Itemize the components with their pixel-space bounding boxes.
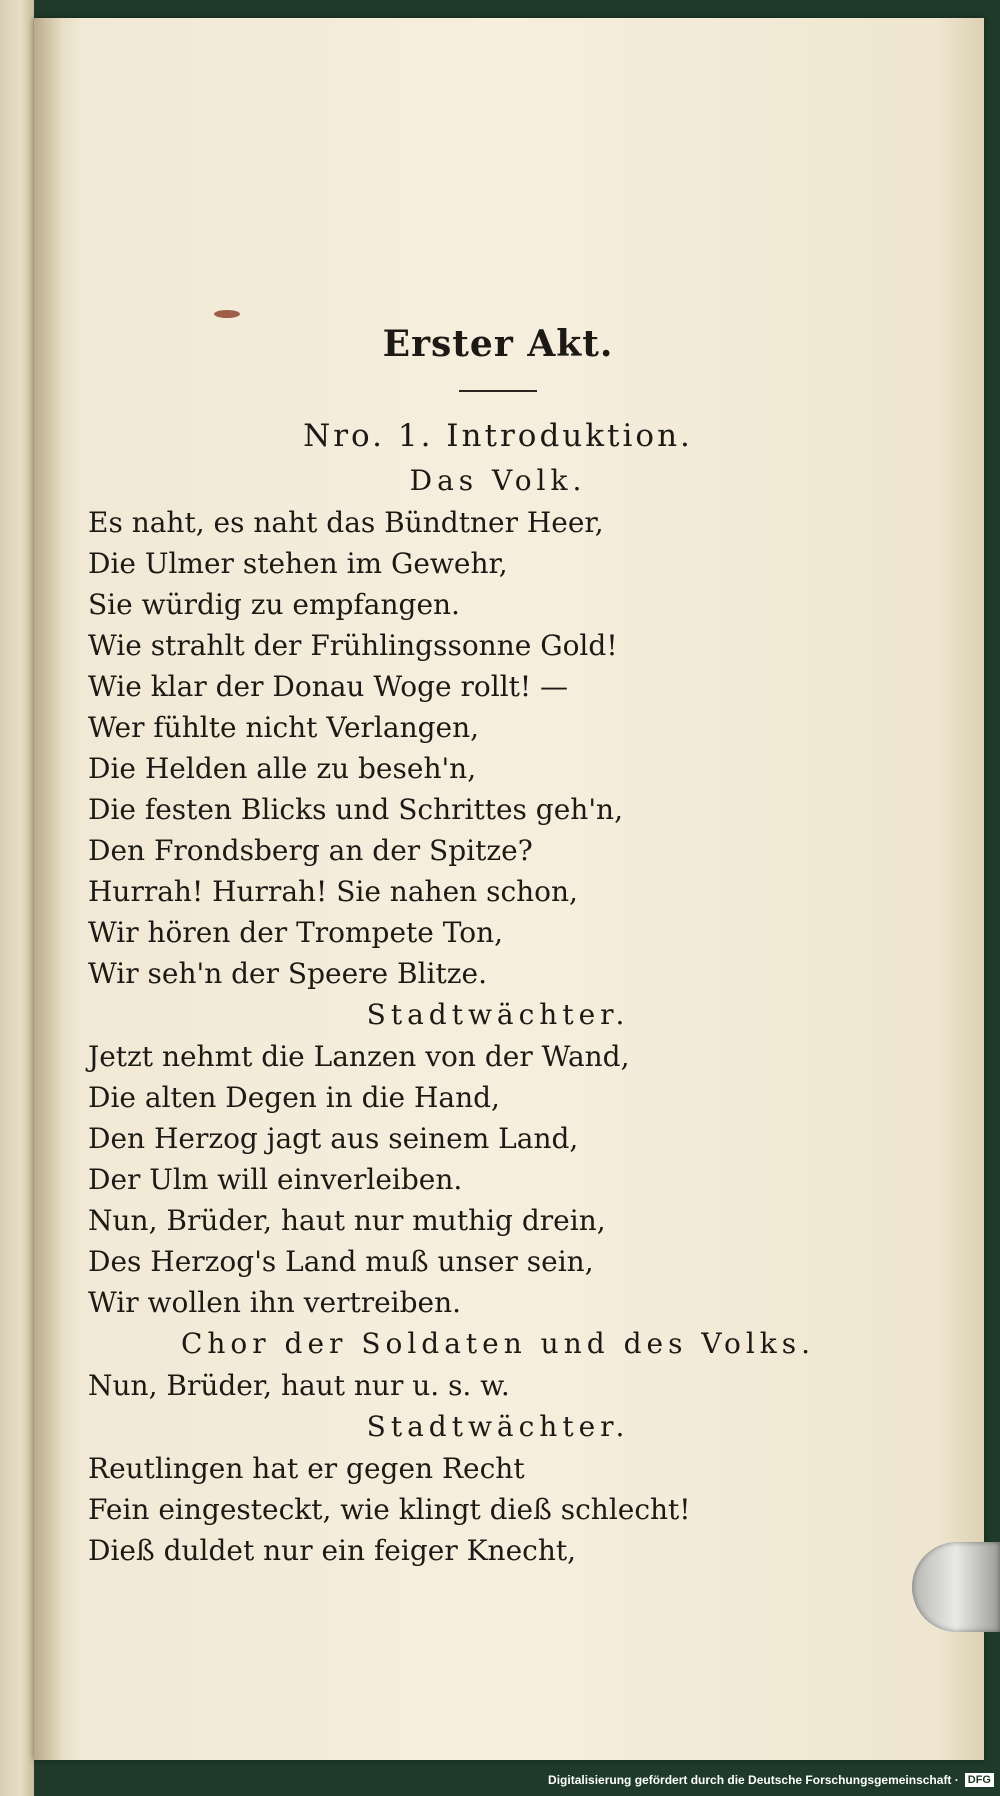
verse-line: Sie würdig zu empfangen.: [88, 588, 460, 621]
verse-line: Reutlingen hat er gegen Recht: [88, 1452, 525, 1485]
ink-stain-mark: [214, 310, 240, 318]
speaker-heading: Das Volk.: [409, 464, 587, 497]
verse-line: Wir hören der Trompete Ton,: [88, 916, 504, 949]
adjacent-page-edge: [0, 0, 34, 1796]
verse-line: Jetzt nehmt die Lanzen von der Wand,: [88, 1040, 630, 1073]
verse-line: Die festen Blicks und Schrittes geh'n,: [88, 793, 623, 826]
page-gutter-shadow: [34, 18, 64, 1760]
verse-line: Des Herzog's Land muß unser sein,: [88, 1245, 594, 1278]
speaker-heading: Chor der Soldaten und des Volks.: [180, 1327, 816, 1360]
speaker-heading: Stadtwächter.: [366, 998, 630, 1031]
page-clip: [912, 1542, 1000, 1632]
verse-line: Den Frondsberg an der Spitze?: [88, 834, 533, 867]
libretto-sections: [88, 460, 908, 1571]
verse-line: Fein eingesteckt, wie klingt dieß schlecht!: [88, 1493, 691, 1526]
verse-line: Wie strahlt der Frühlingssonne Gold!: [88, 629, 618, 662]
footer-credit: Digitalisierung gefördert durch die Deutsche Forschungsgemeinschaft ·: [548, 1773, 959, 1787]
digitization-footer: [548, 1768, 994, 1792]
verse-line: Nun, Brüder, haut nur u. s. w.: [88, 1369, 510, 1402]
dfg-logo: DFG: [965, 1773, 994, 1787]
number-title: Nro. 1. Introduktion.: [303, 418, 693, 454]
title-divider: [459, 390, 537, 392]
page-text-column: [88, 320, 908, 1571]
verse-line: Der Ulm will einverleiben.: [88, 1163, 463, 1196]
verse-line: Die Ulmer stehen im Gewehr,: [88, 547, 508, 580]
verse-line: Nun, Brüder, haut nur muthig drein,: [88, 1204, 606, 1237]
speaker-heading: Stadtwächter.: [366, 1410, 630, 1443]
verse-line: Wir wollen ihn vertreiben.: [88, 1286, 462, 1319]
act-title: Erster Akt.: [382, 323, 614, 365]
verse-line: Die Helden alle zu beseh'n,: [88, 752, 477, 785]
verse-line: Wie klar der Donau Woge rollt! —: [88, 670, 569, 703]
verse-line: Hurrah! Hurrah! Sie nahen schon,: [88, 875, 578, 908]
verse-line: Den Herzog jagt aus seinem Land,: [88, 1122, 579, 1155]
verse-line: Es naht, es naht das Bündtner Heer,: [88, 506, 604, 539]
verse-line: Wer fühlte nicht Verlangen,: [88, 711, 480, 744]
verse-line: Dieß duldet nur ein feiger Knecht,: [88, 1534, 577, 1567]
verse-line: Die alten Degen in die Hand,: [88, 1081, 500, 1114]
verse-line: Wir seh'n der Speere Blitze.: [88, 957, 487, 990]
